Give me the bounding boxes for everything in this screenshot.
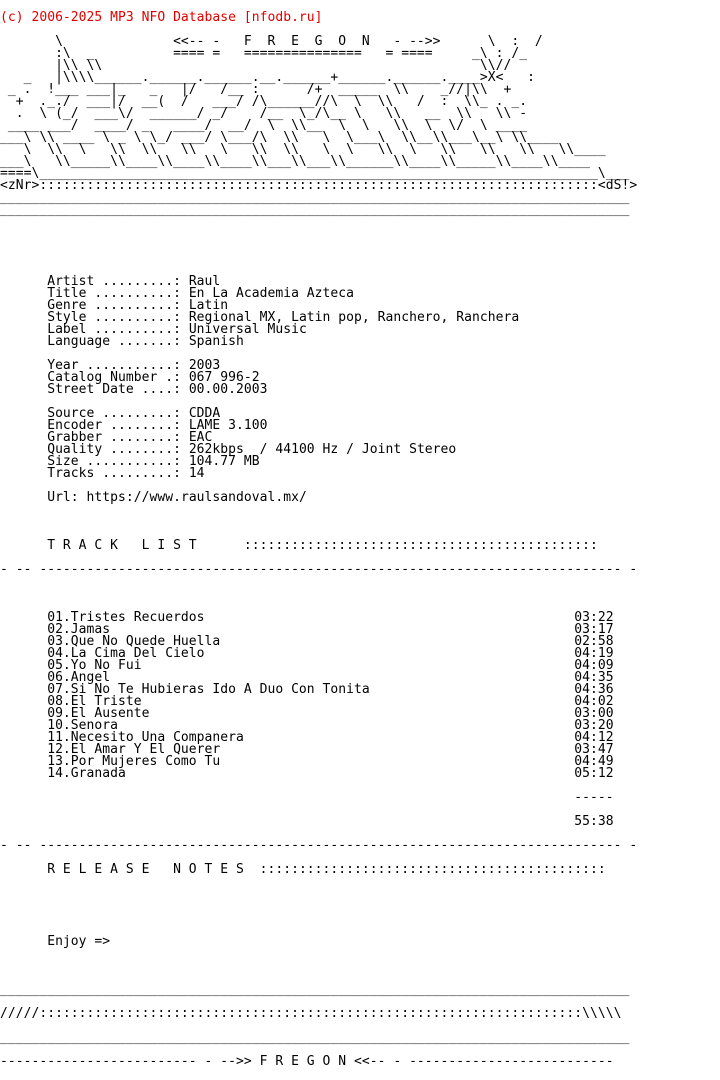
total-rule-row (0, 792, 720, 804)
info-value: EAC (188, 430, 213, 445)
footer-rule: ________________________________________________________________________________ (0, 1030, 630, 1045)
release-notes-text: Enjoy => (47, 934, 111, 949)
info-value: 262kbps / 44100 Hz / Joint Stereo (188, 442, 457, 457)
blank-line (0, 516, 720, 528)
info-label: Url: (47, 490, 87, 505)
ascii-logo-line: _ |\\\\______.______.______.__.______+______.______.____>X< : (0, 70, 535, 85)
ascii-logo-line: + ._./ ___|/ __( / ___/ /\______//\ \ \\ / : \\_ . _. (0, 94, 528, 109)
track-title: 01.Tristes Recuerdos (47, 610, 205, 625)
release-notes-row (0, 936, 720, 948)
track-time: 04:02 (574, 694, 614, 709)
release-notes-heading-row (0, 864, 720, 876)
release-notes-heading-fill: :::::::::::::::::::::::::::::::::::::::::::: (259, 862, 606, 877)
blank-line (0, 912, 720, 924)
ascii-logo (0, 36, 720, 216)
ascii-logo-line: \ \\ \ \\ \\ \\ \ \\ \\ \ \ \\ \ \\ \\ \\ \\____ (0, 142, 606, 157)
info-value: Regional MX, Latin pop, Ranchero, Ranchera (188, 310, 520, 325)
track-title: 04.La Cima Del Cielo (47, 646, 205, 661)
ascii-logo-line: ____ ___/ ____/ _ ____/ __/ \ \\__ \ \ \\ \ \/ \ ____ (0, 118, 528, 133)
tracklist-heading-row (0, 540, 720, 552)
info-value: Latin (188, 298, 229, 313)
ascii-logo-line: ___\ \\ ____ \ _ \ \_/ ___/ \___/\ \\ \ \___\ \\__\\___\__\ \\____ (0, 130, 559, 145)
info-row (0, 492, 720, 504)
url-value[interactable]: https://www.raulsandoval.mx/ (86, 490, 307, 505)
track-time: 04:09 (574, 658, 614, 673)
info-row (0, 384, 720, 396)
track-time: 02:58 (574, 634, 614, 649)
info-label: Artist .........: (47, 274, 189, 289)
total-time: 55:38 (574, 814, 614, 829)
track-title: 07.Si No Te Hubieras Ido A Duo Con Tonita (47, 682, 370, 697)
blank-line (0, 252, 720, 264)
blank-line (0, 960, 720, 972)
track-time: 04:19 (574, 646, 614, 661)
info-label: Year ...........: (47, 358, 189, 373)
info-label: Language .......: (47, 334, 189, 349)
info-label: Street Date ....: (47, 382, 189, 397)
info-row (0, 468, 720, 480)
track-title: 08.El Triste (47, 694, 142, 709)
track-time: 04:12 (574, 730, 614, 745)
release-notes-heading: R E L E A S E N O T E S (47, 862, 244, 877)
info-label: Source .........: (47, 406, 189, 421)
info-value: 2003 (188, 358, 221, 373)
ascii-logo-line: |\\ \\ \\// (0, 58, 512, 73)
track-time: 03:47 (574, 742, 614, 757)
track-title: 13.Por Mujeres Como Tu (47, 754, 221, 769)
footer-band: /////:::::::::::::::::::::::::::::::::::::::::::::::::::::::::::::::::::::\\\\\ (0, 1006, 622, 1021)
track-title: 02.Jamas (47, 622, 111, 637)
track-time: 03:17 (574, 622, 614, 637)
track-time: 05:12 (574, 766, 614, 781)
ascii-logo-line: _ . !___ ___|_ _ |/ /__ : /+ _____ \\ _//|\\ + (0, 82, 512, 97)
tracklist-heading: T R A C K L I S T (47, 538, 197, 553)
info-label: Genre ..........: (47, 298, 189, 313)
divider-line: - -- -------------------------------------------------------------------------- - (0, 838, 638, 853)
track-time: 03:20 (574, 718, 614, 733)
ascii-logo-line: ___\ \\_____\\____\\____\\____\\___\\___\\______\\____\\_____\\____\\____ (0, 154, 590, 169)
track-title: 11.Necesito Una Companera (47, 730, 244, 745)
ascii-logo-line: . \ (_/ ___\/ ______/ _/ /__ \_/\__ \ \\ __ \\ \\ - (0, 106, 528, 121)
info-value: Spanish (188, 334, 244, 349)
copyright-header: (c) 2006-2025 MP3 NFO Database [nfodb.ru] (0, 10, 323, 25)
track-title: 09.El Ausente (47, 706, 150, 721)
info-value: Raul (188, 274, 221, 289)
info-label: Tracks .........: (47, 466, 189, 481)
info-label: Grabber ........: (47, 430, 189, 445)
blank-line (0, 228, 720, 240)
info-label: Quality ........: (47, 442, 189, 457)
blank-line (0, 588, 720, 600)
info-label: Label ..........: (47, 322, 189, 337)
ascii-logo-line: ________________________________________________________________________________ (0, 190, 630, 205)
ascii-logo-line: ====\_______________________________________________________________________\___ (0, 166, 630, 181)
footer-rule: ________________________________________________________________________________ (0, 982, 630, 997)
divider-line: - -- -------------------------------------------------------------------------- - (0, 562, 638, 577)
track-title: 14.Granada (47, 766, 126, 781)
track-row (0, 768, 720, 780)
track-list (0, 612, 720, 780)
total-time-row (0, 816, 720, 828)
blank-line (0, 888, 720, 900)
info-value: En La Academia Azteca (188, 286, 355, 301)
ascii-logo-line: ________________________________________________________________________________ (0, 202, 630, 217)
release-info (0, 276, 720, 504)
track-title: 06.Angel (47, 670, 111, 685)
track-time: 04:36 (574, 682, 614, 697)
track-title: 10.Senora (47, 718, 119, 733)
info-label: Catalog Number .: (47, 370, 189, 385)
total-rule: ----- (574, 790, 614, 805)
track-time: 04:35 (574, 670, 614, 685)
info-value: Universal Music (188, 322, 307, 337)
track-title: 03.Que No Quede Huella (47, 634, 221, 649)
info-label: Title ..........: (47, 286, 189, 301)
track-title: 05.Yo No Fui (47, 658, 142, 673)
info-row (0, 336, 720, 348)
tracklist-heading-fill: ::::::::::::::::::::::::::::::::::::::::::::: (243, 538, 598, 553)
info-value: 104.77 MB (188, 454, 260, 469)
footer-signoff: ------------------------- - -->> F R E G O N <<-- - -------------------------- (0, 1054, 614, 1069)
info-value: 067 996-2 (188, 370, 260, 385)
ascii-logo-line: :\ _ ==== = =============== = ==== _\ : /_ (0, 46, 528, 61)
track-title: 12.El Amar Y El Querer (47, 742, 221, 757)
info-value: LAME 3.100 (188, 418, 268, 433)
ascii-logo-line: \ <<-- - F R E G O N - -->> \ : / (0, 34, 543, 49)
track-time: 03:00 (574, 706, 614, 721)
info-value: 00.00.2003 (188, 382, 268, 397)
info-label: Encoder ........: (47, 418, 189, 433)
info-label: Size ...........: (47, 454, 189, 469)
info-value: 14 (188, 466, 205, 481)
info-label: Style ..........: (47, 310, 189, 325)
ascii-logo-line: <zNr>:::::::::::::::::::::::::::::::::::::::::::::::::::::::::::::::::::::::<dS!> (0, 178, 638, 193)
info-value: CDDA (188, 406, 221, 421)
track-time: 04:49 (574, 754, 614, 769)
track-time: 03:22 (574, 610, 614, 625)
